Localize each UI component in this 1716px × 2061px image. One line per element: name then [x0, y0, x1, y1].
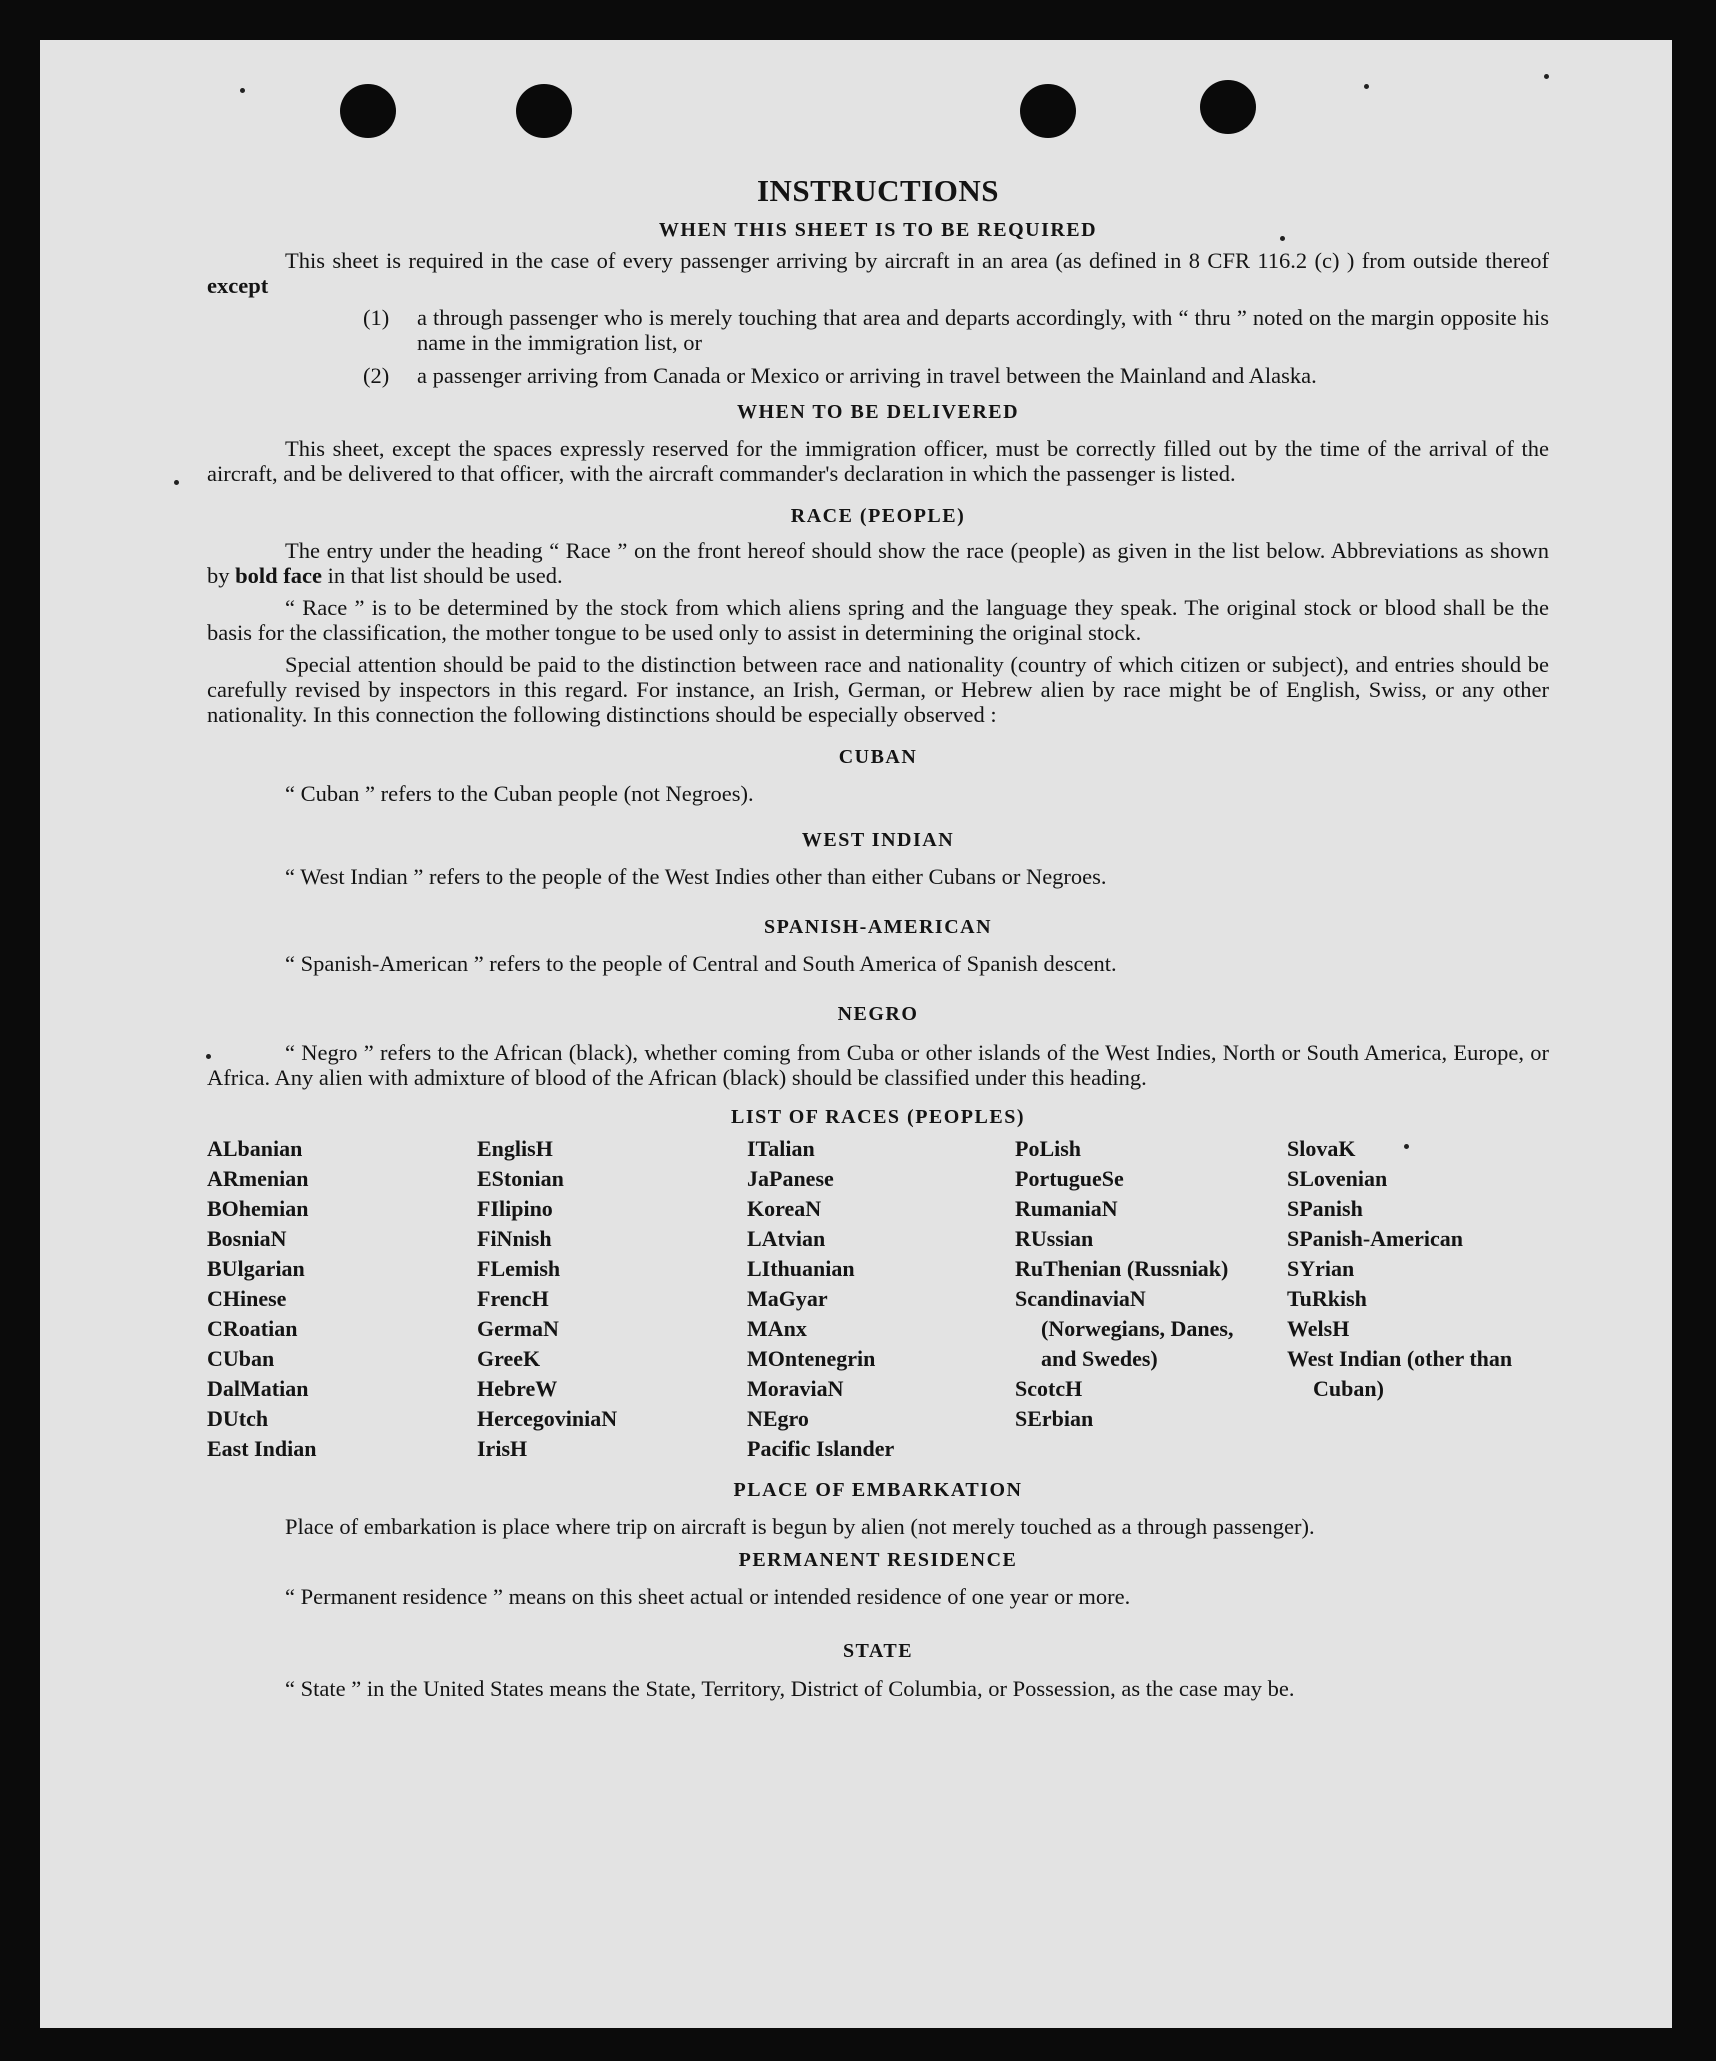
- race-entry: FIlipino: [477, 1196, 553, 1221]
- race-entry: FLemish: [477, 1256, 561, 1281]
- race-entry: ITalian: [747, 1136, 815, 1161]
- section-heading-west-indian: WEST INDIAN: [801, 829, 955, 851]
- races-column: [207, 1134, 477, 1464]
- state-text: “ State ” in the United States means the State, Territory, District of Columbia, or Possession, as the case may be.: [285, 1676, 1295, 1701]
- race-paragraph: Special attention should be paid to the distinction between race and nationality (country of which citizen or subject), and entries should be carefully revised by inspectors in this regard. For instance, an Irish, German, or Hebrew alien by race might be of English, Swiss, or any other nationality. In this connection the following distinctions should be especially observed :: [207, 652, 1549, 727]
- race-entry: WelsH: [1287, 1316, 1350, 1341]
- delivered-text: This sheet, except the spaces expressly reserved for the immigration officer, must be correctly filled out by the time of the arrival of the aircraft, and be delivered to that officer, with the aircraft commander's declaration in which the passenger is listed.: [207, 436, 1549, 486]
- race-entry: HercegoviniaN: [477, 1406, 618, 1431]
- race-entry: GreeK: [477, 1346, 541, 1371]
- race-entry: PortugueSe: [1015, 1166, 1124, 1191]
- exception-item: [363, 363, 1549, 388]
- race-entry: TuRkish: [1287, 1286, 1367, 1311]
- race-entry: CRoatian: [207, 1316, 298, 1341]
- race-entry: FiNnish: [477, 1226, 552, 1251]
- race-entry: BosniaN: [207, 1226, 287, 1251]
- except-bold: except: [207, 273, 269, 298]
- punch-hole: [1020, 84, 1076, 138]
- section-heading-race: RACE (PEOPLE): [790, 505, 966, 527]
- race-entry: BUlgarian: [207, 1256, 305, 1281]
- punch-hole: [340, 84, 396, 138]
- residence-text: “ Permanent residence ” means on this sheet actual or intended residence of one year or more.: [285, 1584, 1131, 1609]
- instructions-content: [207, 170, 1549, 1704]
- race-entry: FrencH: [477, 1286, 549, 1311]
- race-entry: ARmenian: [207, 1166, 309, 1191]
- cuban-text: “ Cuban ” refers to the Cuban people (not Negroes).: [285, 781, 754, 806]
- race-entry: KoreaN: [747, 1196, 822, 1221]
- race-entry: DUtch: [207, 1406, 269, 1431]
- race-entry: MaGyar: [747, 1286, 828, 1311]
- section-heading-delivered: WHEN TO BE DELIVERED: [736, 401, 1020, 423]
- race-entry: ALbanian: [207, 1136, 303, 1161]
- race-entry: ScotcH: [1015, 1376, 1083, 1401]
- section-heading-list-of-races: LIST OF RACES (PEOPLES): [730, 1106, 1025, 1128]
- bold-face-example: bold face: [235, 563, 322, 588]
- race-entry: RUssian: [1015, 1226, 1094, 1251]
- race-entry: IrisH: [477, 1436, 528, 1461]
- speck: [1544, 74, 1549, 79]
- race-entry: SYrian: [1287, 1256, 1355, 1281]
- race-paragraph: “ Race ” is to be determined by the stock from which aliens spring and the language they speak. The original stock or blood shall be the basis for the classification, the mother tongue to be used only to assist in determining the original stock.: [207, 595, 1549, 645]
- punch-hole: [516, 84, 572, 138]
- race-entry: HebreW: [477, 1376, 558, 1401]
- race-entry: SLovenian: [1287, 1166, 1388, 1191]
- race-entry: DalMatian: [207, 1376, 309, 1401]
- race-entry: East Indian: [207, 1436, 317, 1461]
- race-entry: CHinese: [207, 1286, 287, 1311]
- race-entry: SPanish-American: [1287, 1226, 1463, 1251]
- section-heading-embarkation: PLACE OF EMBARKATION: [733, 1479, 1023, 1501]
- race-entry: SlovaK: [1287, 1136, 1356, 1161]
- race-entry: MAnx: [747, 1316, 807, 1341]
- exception-text: a passenger arriving from Canada or Mexico or arriving in travel between the Mainland and Alaska.: [417, 363, 1317, 388]
- embarkation-text: Place of embarkation is place where trip on aircraft is begun by alien (not merely touched as a through passenger).: [285, 1514, 1315, 1539]
- race-entry: SPanish: [1287, 1196, 1363, 1221]
- required-intro: This sheet is required in the case of every passenger arriving by aircraft in an area (as defined in 8 CFR 116.2 (c) ) from outside thereof except: [207, 248, 1549, 298]
- exception-number: (2): [363, 363, 390, 388]
- race-entry: Pacific Islander: [747, 1436, 895, 1461]
- race-entry: GermaN: [477, 1316, 559, 1341]
- page-title: INSTRUCTIONS: [756, 173, 999, 208]
- races-column: [1287, 1134, 1549, 1464]
- races-column: [747, 1134, 1015, 1464]
- race-entry: CUban: [207, 1346, 275, 1371]
- negro-text: “ Negro ” refers to the African (black), whether coming from Cuba or other islands of the West Indies, North or South America, Europe, or Africa. Any alien with admixture of blood of the African (black) should be classified under this heading.: [207, 1040, 1549, 1090]
- west-indian-text: “ West Indian ” refers to the people of the West Indies other than either Cubans or Negroes.: [285, 864, 1107, 889]
- speck: [1364, 84, 1369, 89]
- race-entry: RuThenian (Russniak): [1015, 1256, 1229, 1281]
- section-heading-spanish-american: SPANISH-AMERICAN: [763, 916, 993, 938]
- punch-hole: [1200, 80, 1256, 134]
- section-heading-state: STATE: [842, 1640, 914, 1662]
- races-column: [477, 1134, 747, 1464]
- races-list: [207, 1134, 1549, 1464]
- race-paragraph: The entry under the heading “ Race ” on the front hereof should show the race (people) as given in the list below. Abbreviations as shown by bold face in that list should be used.: [207, 538, 1549, 588]
- race-entry: NEgro: [747, 1406, 809, 1431]
- section-heading-cuban: CUBAN: [838, 746, 918, 768]
- race-entry: LAtvian: [747, 1226, 826, 1251]
- spanish-american-text: “ Spanish-American ” refers to the people of Central and South America of Spanish descent.: [285, 951, 1117, 976]
- exception-number: (1): [363, 305, 390, 330]
- document-sheet: [40, 40, 1672, 2028]
- exception-item: [363, 305, 1549, 355]
- exception-text: a through passenger who is merely touching that area and departs accordingly, with “ thru ” noted on the margin opposite his name in the immigration list, or: [417, 305, 1549, 355]
- race-entry: PoLish: [1015, 1136, 1082, 1161]
- race-entry: JaPanese: [747, 1166, 834, 1191]
- races-column: [1015, 1134, 1255, 1464]
- race-entry: ScandinaviaN (Norwegians, Danes, and Swedes): [1015, 1286, 1234, 1371]
- section-heading-required: WHEN THIS SHEET IS TO BE REQUIRED: [658, 219, 1098, 241]
- race-entry: MoraviaN: [747, 1376, 844, 1401]
- race-entry: LIthuanian: [747, 1256, 855, 1281]
- race-entry: BOhemian: [207, 1196, 309, 1221]
- race-entry: EStonian: [477, 1166, 564, 1191]
- speck: [174, 480, 179, 485]
- speck: [240, 88, 245, 93]
- race-entry: RumaniaN: [1015, 1196, 1118, 1221]
- section-heading-negro: NEGRO: [837, 1003, 919, 1025]
- race-entry: EnglisH: [477, 1136, 553, 1161]
- race-entry: MOntenegrin: [747, 1346, 876, 1371]
- section-heading-residence: PERMANENT RESIDENCE: [738, 1549, 1018, 1571]
- race-entry: West Indian (other than Cuban): [1287, 1346, 1513, 1401]
- race-entry: SErbian: [1015, 1406, 1094, 1431]
